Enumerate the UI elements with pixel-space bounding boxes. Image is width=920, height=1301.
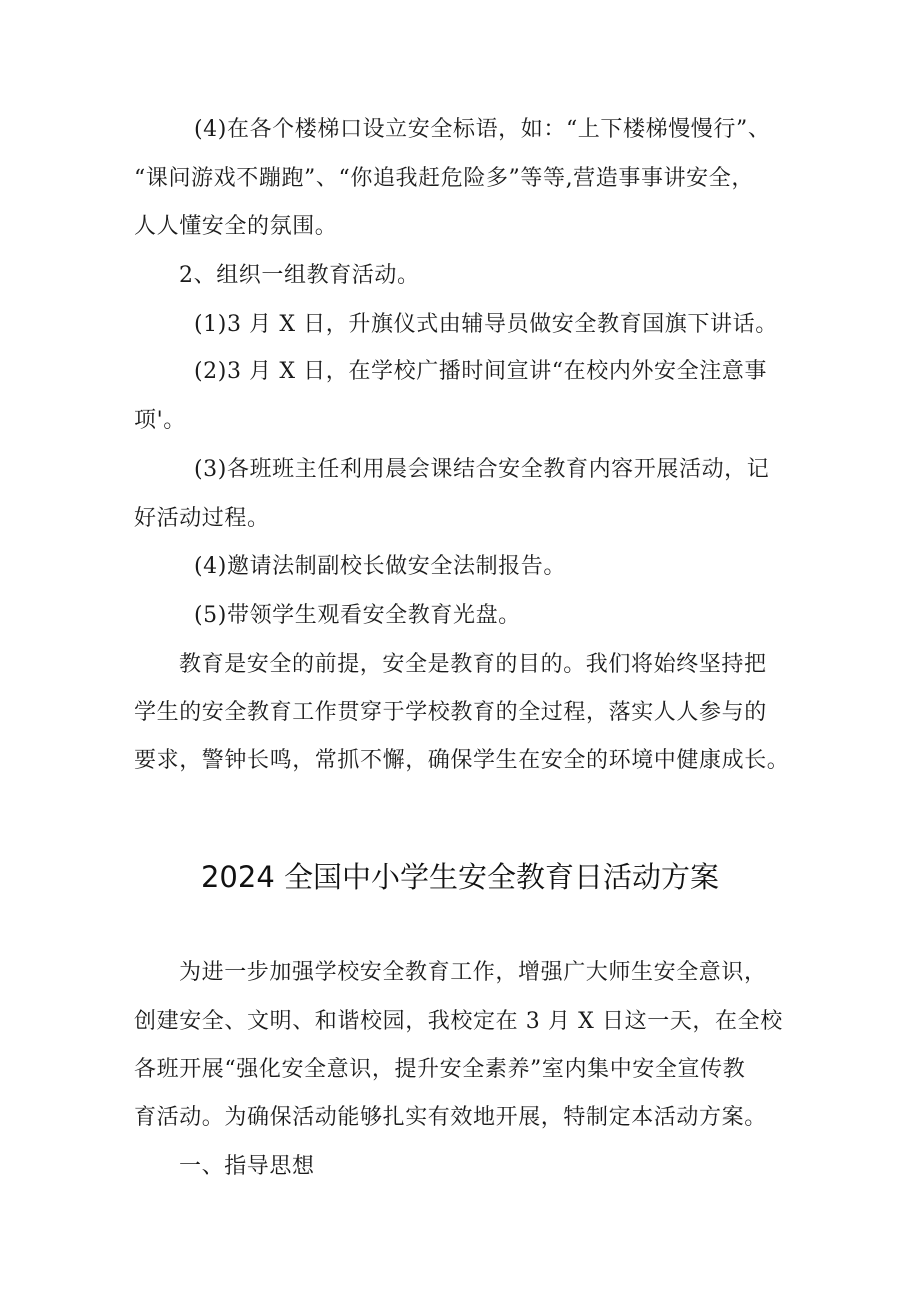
intro-line-1: 为进一步加强学校安全教育工作，增强广大师生安全意识，	[179, 960, 767, 985]
activity-3-line-1: (3)各班班主任利用晨会课结合安全教育内容开展活动，记	[194, 457, 770, 482]
activity-3-line-2: 好活动过程。	[134, 506, 270, 531]
activity-4: (4)邀请法制副校长做安全法制报告。	[194, 554, 566, 579]
section-heading-guiding-ideology: 一、指导思想	[179, 1154, 315, 1179]
activities-heading: 2、组织一组教育活动。	[179, 263, 420, 288]
activity-2-line-1: (2)3 月 X 日，在学校广播时间宣讲“在校内外安全注意事	[194, 359, 768, 384]
item4-line-1: (4)在各个楼梯口设立安全标语，如：“上下楼梯慢慢行”、	[194, 117, 771, 142]
item4-line-3: 人人懂安全的氛围。	[134, 214, 338, 239]
closing-line-3: 要求，警钟长鸣，常抓不懈，确保学生在安全的环境中健康成长。	[134, 748, 790, 773]
intro-line-2: 创建安全、文明、和谐校园，我校定在 3 月 X 日这一天，在全校	[134, 1009, 783, 1034]
intro-line-3: 各班开展“强化安全意识，提升安全素养”室内集中安全宣传教	[134, 1057, 746, 1082]
item4-line-2: “课问游戏不蹦跑”、“你追我赶危险多”等等,营造事事讲安全，	[134, 166, 754, 191]
intro-line-4: 育活动。为确保活动能够扎实有效地开展，特制定本活动方案。	[134, 1105, 767, 1130]
activity-1: (1)3 月 X 日，升旗仪式由辅导员做安全教育国旗下讲话。	[194, 312, 778, 337]
activity-5: (5)带领学生观看安全教育光盘。	[194, 603, 521, 628]
page-title: 2024 全国中小学生安全教育日活动方案	[200, 860, 720, 894]
closing-line-1: 教育是安全的前提，安全是教育的目的。我们将始终坚持把	[179, 652, 767, 677]
closing-line-2: 学生的安全教育工作贯穿于学校教育的全过程，落实人人参与的	[134, 700, 767, 725]
activity-2-line-2: 项'。	[134, 408, 186, 433]
